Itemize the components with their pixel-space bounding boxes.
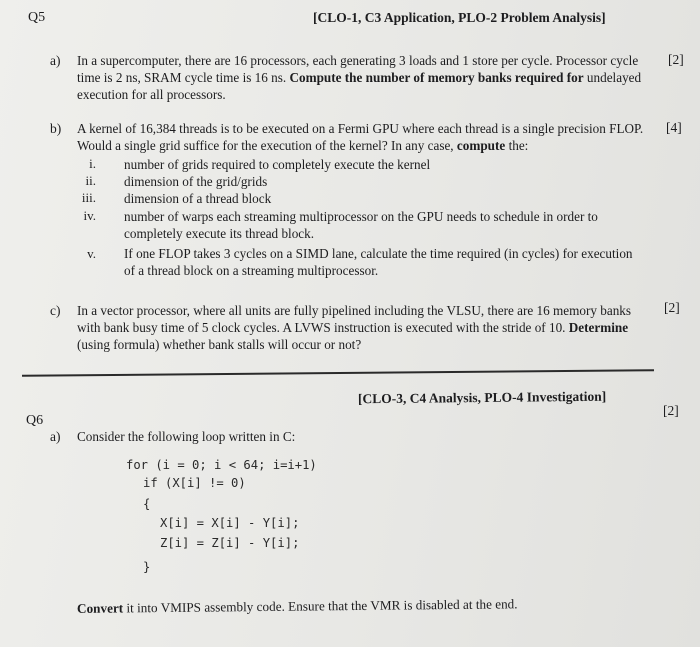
code-line: X[i] = X[i] - Y[i]; [160, 516, 300, 530]
q5-label: Q5 [28, 10, 46, 25]
q5-c-label: c) [50, 303, 61, 318]
q5-b-marks: [4] [666, 120, 682, 135]
q6-a-instruction: Convert it into VMIPS assembly code. Ensure that the VMR is disabled at the end. [76, 596, 518, 616]
q6-header: [CLO-3, C4 Analysis, PLO-4 Investigation] [357, 388, 607, 407]
q5-b-item-num: ii. [85, 173, 96, 188]
code-line: for (i = 0; i < 64; i=i+1) [126, 458, 317, 472]
q5-b-item-num: iv. [83, 208, 96, 223]
q5-b-text: A kernel of 16,384 threads is to be executed on a Fermi GPU where each thread is a single precision FLOP. Would a single grid suffice for the execution of the kernel? In any case, compute the: [77, 121, 644, 153]
q5-b-item-num: v. [87, 246, 96, 261]
q5-b-item-num: iii. [81, 190, 96, 205]
code-line: { [143, 497, 151, 511]
q5-b-item-text: number of grids required to completely execute the kernel [124, 157, 431, 172]
code-line: } [143, 560, 151, 574]
code-line: Z[i] = Z[i] - Y[i]; [160, 536, 300, 550]
code-line: if (X[i] != 0) [143, 476, 246, 490]
q5-b-item-text: dimension of a thread block [124, 191, 272, 206]
q6-a-label: a) [50, 429, 61, 444]
q5-b-item-text: dimension of the grid/grids [124, 174, 268, 189]
q6-a-marks: [2] [663, 403, 679, 418]
q5-b-item-text: If one FLOP takes 3 cycles on a SIMD lane, calculate the time required (in cycles) for execution of a thread block on a streaming multiprocessor. [124, 246, 633, 278]
q5-b-item-num: i. [89, 156, 96, 171]
q5-a-marks: [2] [668, 52, 684, 67]
q5-header: [CLO-1, C3 Application, PLO-2 Problem Analysis] [313, 10, 606, 25]
q6-label: Q6 [26, 413, 44, 428]
q5-a-label: a) [50, 53, 61, 68]
section-divider [22, 369, 654, 377]
q5-b-label: b) [50, 121, 62, 136]
q5-c-marks: [2] [664, 300, 680, 315]
q5-b-item-text: number of warps each streaming multiprocessor on the GPU needs to schedule in order to completely execute its thread block. [124, 209, 598, 241]
q5-c-text: In a vector processor, where all units are fully pipelined including the VLSU, there are 16 memory banks with bank busy time of 5 clock cycles. A LVWS instruction is executed with the stride of 10. Determine (using formula) whether bank stalls will occur or not? [77, 303, 632, 352]
q5-a-text: In a supercomputer, there are 16 processors, each generating 3 loads and 1 store per cycle. Processor cycle time is 2 ns, SRAM cycle time is 16 ns. Compute the number of memory banks required for undelayed execution for all processors. [77, 53, 642, 102]
q6-a-text: Consider the following loop written in C: [77, 429, 296, 444]
